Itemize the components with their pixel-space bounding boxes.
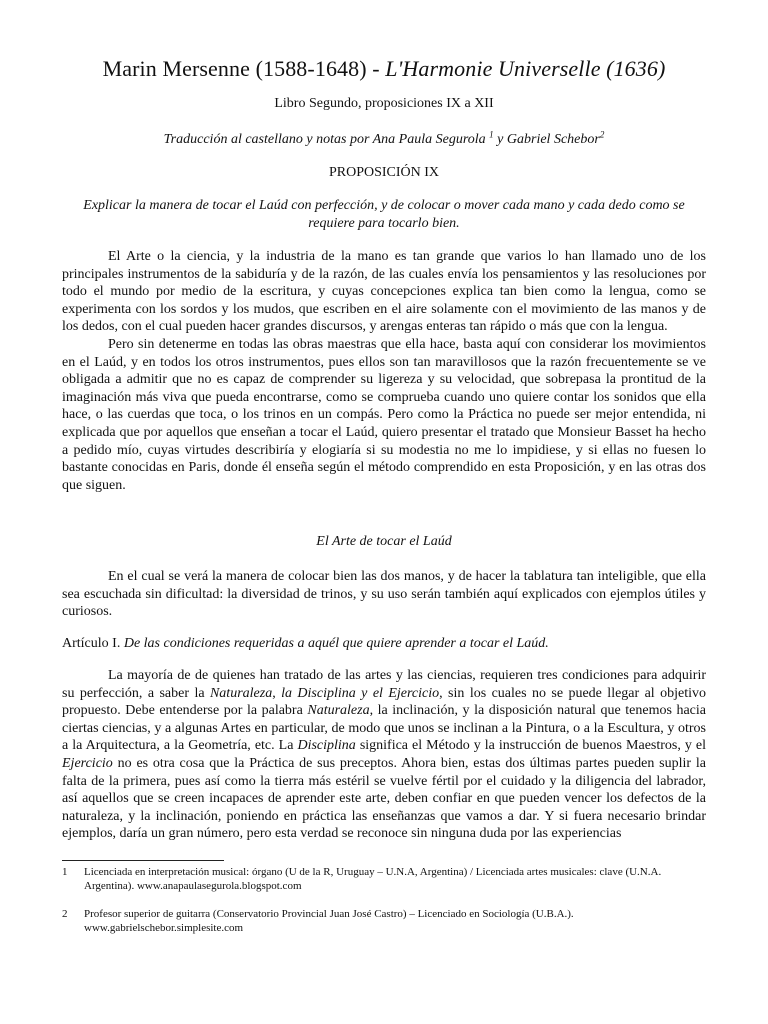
text-run: , sin los cuales no se puede llegar al objetivo propuesto. Debe entenderse por la palabra — [62, 685, 707, 719]
translation-credit — [60, 131, 708, 149]
section-3 — [62, 667, 706, 843]
article-label: Artículo I. — [62, 636, 124, 651]
paragraph: En el cual se verá la manera de colocar bien las dos manos, y de hacer la tablatura tan inteligible, que ella sea escuchada sin dificultad: la diversidad de trinos, y su uso serán también aquí explicados con ejemplos útiles y curiosos. — [62, 569, 706, 620]
title-author: Marin Mersenne (1588-1648) - — [102, 56, 386, 81]
footnote-ref-1[interactable]: 1 — [489, 129, 494, 140]
emphasis: Disciplina — [297, 738, 356, 754]
paragraph: El Arte o la ciencia, y la industria de la mano es tan grande que varios lo han llamado uno de los principales instrumentos de la sabiduría y de la razón, de las cuales envía los pensamientos y las resoluciones por todo el mundo por medio de la escritura, y cuyas concepciones explica tan bien como la lengua, como se experimenta con los sordos y los mudos, que escriben en el aire solamente con el movimiento de las manos y de los dedos, con el cual pueden hacer grandes discursos, y arengas enteras tan rápido o más que con la lengua. — [62, 249, 706, 335]
footnote-text: Licenciada en interpretación musical: órgano (U de la R, Uruguay – U.N.A, Argentina) / Licenciada artes musicales: clave (U.N.A. Argentina). www.anapaulasegurola.blogspot.com — [84, 866, 662, 892]
title-work: L'Harmonie Universelle (1636) — [385, 56, 666, 81]
section-1 — [62, 248, 706, 494]
emphasis: la Disciplina y el Ejercicio — [281, 685, 440, 701]
paragraph: Pero sin detenerme en todas las obras maestras que ella hace, basta aquí con considerar los movimientos en el Laúd, y en todos los otros instrumentos, pues ellos son tan maravillosos que la razón frecuentemente se ve obligada a admitir que no es capaz de comprender su ligereza y su velocidad, que sobrepasa la prontitud de la imaginación más viva que pueda encontrarse, como se comprueba cuando uno quiere contar los sonidos que ella hace, o las cuerdas que toca, o los trinos en un compás. Pero como la Práctica no puede ser mejor entendida, ni explicada que por aquellos que enseñan a tocar el Laúd, quiero presentar el tratado que Monsieur Basset ha hecho a pedido mío, cuyas virtudes describiría y elogiaría si su modestia no me lo impidiese, y si ellas no fuesen lo bastante conocidas en Paris, donde él enseña según el método comprendido en esta Proposición, y en las otras dos que siguen. — [62, 336, 706, 493]
document-title — [0, 54, 768, 84]
text-run: La mayoría de de quienes han tratado de las artes y las ciencias, requieren tres condiciones para adquirir su perfección, a saber la — [62, 668, 706, 701]
proposition-heading: PROPOSICIÓN IX — [328, 165, 440, 180]
proposition-summary: Explicar la manera de tocar el Laúd con perfección, y de colocar o mover cada mano y cada dedo como se requiere para tocarlo bien. — [83, 198, 685, 231]
article-heading — [62, 635, 706, 653]
footnote-text: Profesor superior de guitarra (Conservatorio Provincial Juan José Castro) – Licenciado en Sociología (U.B.A.). www.gabrielschebor.simplesite.com — [84, 908, 574, 934]
text-run: significa el Método y la instrucción de buenos Maestros, y el — [355, 738, 706, 754]
text-run: no es otra cosa que la Práctica de sus preceptos. Ahora bien, estas dos últimas partes pueden suplir la falta de la primera, pues así como la tierra más estéril se vuelve fértil por el cuidado y la diligencia del labrador, así aquellos que se creen incapaces de aprender este arte, deben confiar en que pueden vencer los defectos de la naturaleza, y la inclinación, poniendo en práctica las enseñanzas que vamos a dar. Y si fuera necesario brindar ejemplos, daría un gran número, pero esta verdad se reconoce sin ninguna duda por las experiencias — [62, 755, 706, 842]
emphasis: Ejercicio — [62, 755, 113, 771]
section-heading: El Arte de tocar el Laúd — [316, 534, 452, 549]
emphasis: Naturaleza — [307, 703, 370, 719]
emphasis: Naturaleza — [209, 685, 273, 701]
paragraph — [62, 667, 706, 843]
text-run: , — [272, 685, 282, 701]
footnote-divider — [62, 860, 224, 861]
article-title: De las condiciones requeridas a aquél que quiere aprender a tocar el Laúd. — [123, 636, 549, 651]
subtitle: Libro Segundo, proposiciones IX a XII — [274, 96, 494, 111]
footnote-number: 2 — [62, 908, 68, 920]
section-2 — [62, 568, 706, 621]
translation-credit-text2: y Gabriel Schebor — [493, 132, 600, 147]
footnote-ref-2[interactable]: 2 — [599, 129, 605, 140]
text-run: , la inclinación, y la disposición natural que tenemos hacia ciertas ciencias, y a algunas Artes en particular, de modo que unos se inclinan a la Pintura, o a la Escultura, y otros a la Arquitectura, a la Geometría, etc. La — [62, 703, 706, 754]
footnote-number: 1 — [62, 866, 68, 878]
translation-credit-text1: Traducción al castellano y notas por Ana Paula Segurola — [163, 132, 490, 147]
